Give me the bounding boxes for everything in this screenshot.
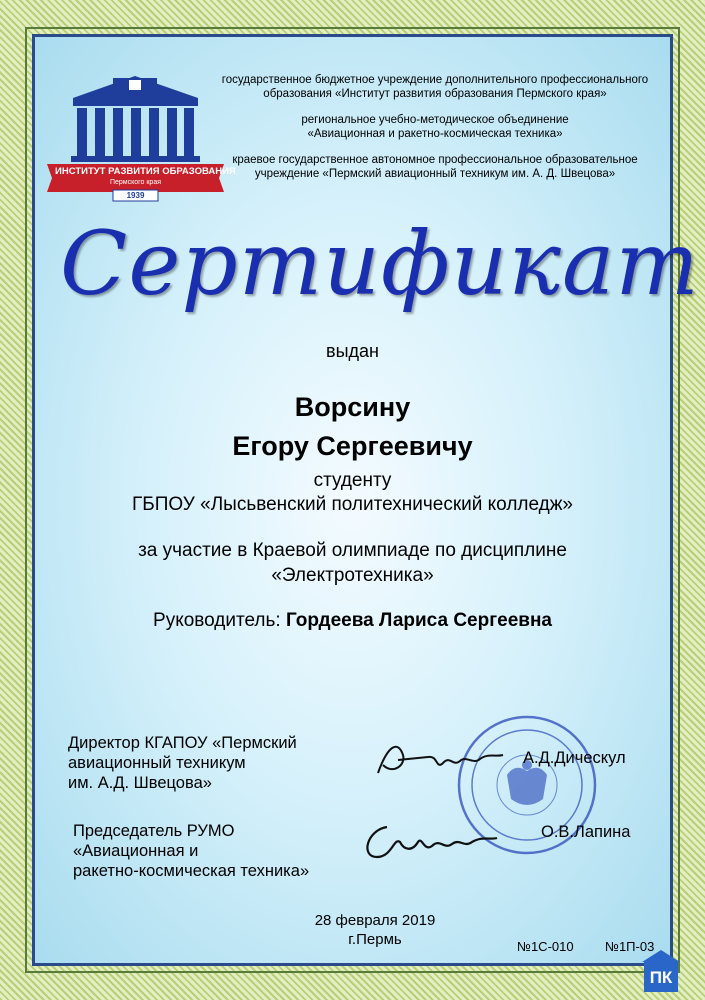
signatory-1-line-3: им. А.Д. Швецова»	[68, 774, 212, 792]
org-block-2	[200, 113, 670, 141]
signatory-1-name: А.Д.Дическул	[523, 749, 626, 767]
signatory-1-line-1: Директор КГАПОУ «Пермский	[68, 734, 297, 752]
org-block-3	[200, 153, 670, 181]
signature-2	[352, 812, 502, 867]
signatory-2-name: О.В.Лапина	[541, 823, 631, 841]
logo-year: 1939	[126, 191, 145, 200]
org-3-line-1: краевое государственное автономное профессиональное образовательное	[232, 154, 638, 166]
recipient-role: студенту	[313, 470, 392, 491]
logo-subtitle: Пермского края	[109, 179, 162, 186]
supervisor-label: Руководитель:	[153, 610, 281, 631]
college-logo	[640, 948, 682, 994]
signature-2-icon	[352, 812, 502, 867]
supervisor-line	[0, 610, 705, 632]
reason-line-1: за участие в Краевой олимпиаде по дисциплине	[138, 540, 567, 561]
recipient-surname: Ворсину	[294, 392, 411, 422]
org-1-line-1: государственное бюджетное учреждение дополнительного профессионального	[221, 74, 649, 86]
certificate-number-2: №1П-03	[605, 939, 655, 954]
signatory-2-line-3: ракетно-космическая техника»	[73, 862, 310, 880]
college-logo-text: ПК	[649, 968, 673, 987]
signature-1	[368, 735, 508, 785]
org-3-line-2: учреждение «Пермский авиационный техникум им. А. Д. Швецова»	[254, 168, 616, 180]
signatory-2-line-2: «Авиационная и	[73, 842, 199, 860]
institution-name: ГБПОУ «Лысьвенский политехнический колледж»	[132, 494, 573, 515]
signatory-2-line-1: Председатель РУМО	[73, 822, 235, 840]
org-2-line-2: «Авиационная и ракетно-космическая техника»	[307, 128, 563, 140]
signature-1-icon	[368, 735, 508, 785]
org-1-line-2: образования «Институт развития образования Пермского края»	[263, 88, 607, 100]
certificate-number-1: №1С-010	[517, 939, 574, 954]
recipient-name: Егору Сергеевичу	[232, 431, 473, 461]
signatory-1-title	[68, 733, 358, 793]
org-block-1	[200, 73, 670, 101]
reason-line-2: «Электротехника»	[271, 565, 434, 586]
issue-city: г.Пермь	[348, 931, 402, 948]
supervisor-name: Гордеева Лариса Сергеевна	[285, 610, 552, 631]
certificate-title: Сертификат	[60, 212, 700, 315]
logo-title: ИНСТИТУТ РАЗВИТИЯ ОБРАЗОВАНИЯ	[55, 166, 236, 177]
issue-date: 28 февраля 2019	[314, 912, 436, 929]
issued-label: выдан	[326, 341, 379, 361]
signatory-2-title	[73, 821, 373, 881]
org-2-line-1: региональное учебно-методическое объединение	[301, 114, 569, 126]
signatory-1-line-2: авиационный техникум	[68, 754, 246, 772]
